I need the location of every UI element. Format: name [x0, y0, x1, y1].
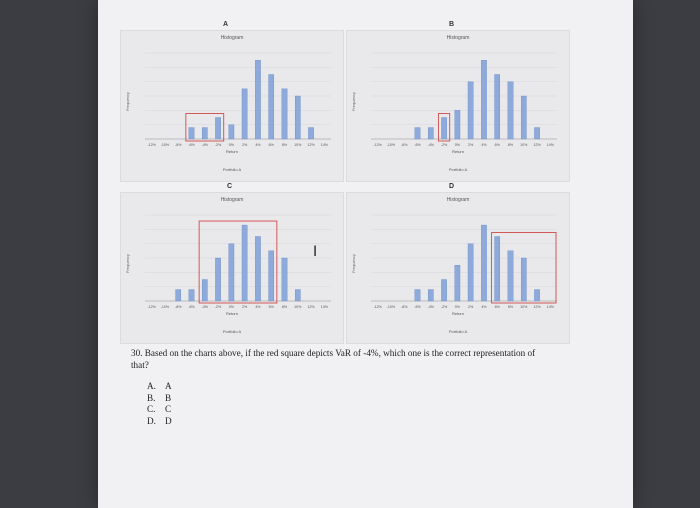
- histogram-bar: [495, 75, 500, 140]
- histogram-chart: [347, 193, 569, 343]
- tick-label: -8%: [175, 143, 182, 147]
- histogram-bar: [468, 244, 473, 301]
- y-axis-label: Frequency: [125, 92, 130, 111]
- answer-options: [147, 381, 172, 427]
- tick-label: 12%: [533, 143, 541, 147]
- histogram-bar: [455, 265, 460, 301]
- histogram-bar: [521, 258, 526, 301]
- var-red-box: [199, 221, 277, 303]
- histogram-panel-d: [346, 183, 570, 344]
- chart-title: Histogram: [446, 35, 470, 41]
- option-key: D.: [147, 415, 156, 426]
- portfolio-label: Portfolio A: [448, 167, 468, 172]
- option-d[interactable]: [147, 416, 172, 428]
- histogram-bar: [255, 237, 260, 302]
- tick-label: 8%: [507, 305, 514, 309]
- portfolio-label: Portfolio A: [222, 167, 242, 172]
- question-text: [131, 348, 551, 371]
- histogram-bar: [534, 290, 539, 301]
- histogram-chart: [121, 193, 343, 343]
- option-label: B: [165, 392, 172, 403]
- panel-letter: D: [449, 183, 455, 190]
- option-c[interactable]: [147, 404, 172, 416]
- tick-label: 6%: [494, 143, 500, 147]
- y-axis-label: Frequency: [351, 92, 356, 111]
- histogram-bar: [508, 251, 513, 301]
- tick-label: -2%: [214, 143, 222, 147]
- histogram-bar: [481, 225, 486, 301]
- histogram-bar: [282, 258, 287, 301]
- histogram-bar: [202, 128, 207, 139]
- tick-label: 4%: [255, 305, 261, 309]
- chart-title: Histogram: [220, 35, 244, 41]
- tick-label: -12%: [373, 305, 382, 309]
- histogram-panel-c: [120, 183, 344, 344]
- tick-label: -6%: [188, 143, 195, 147]
- option-key: B.: [147, 392, 156, 403]
- histogram-bar: [202, 280, 207, 302]
- option-key: C.: [147, 404, 156, 414]
- panel-letter: C: [227, 183, 233, 190]
- tick-label: -4%: [427, 305, 434, 309]
- histogram-bar: [428, 128, 433, 139]
- histogram-bar: [215, 258, 220, 301]
- tick-label: 8%: [281, 305, 288, 309]
- histogram-bar: [295, 96, 300, 139]
- histogram-bar: [255, 60, 260, 139]
- tick-label: 2%: [242, 143, 248, 147]
- histogram-bar: [189, 128, 194, 139]
- tick-label: -4%: [201, 305, 208, 309]
- tick-label: -12%: [373, 143, 382, 147]
- tick-label: 10%: [520, 143, 528, 147]
- histogram-bar: [295, 290, 300, 301]
- histogram-bar: [282, 89, 287, 139]
- option-a[interactable]: [147, 381, 172, 393]
- histogram-bar: [415, 290, 420, 301]
- tick-label: 4%: [481, 305, 487, 309]
- histogram-bar: [508, 82, 513, 139]
- tick-label: 6%: [268, 143, 274, 147]
- histogram-bar: [229, 125, 234, 139]
- histogram-bar: [455, 110, 460, 139]
- option-key: A.: [147, 381, 156, 391]
- tick-label: -8%: [401, 305, 408, 309]
- tick-label: 6%: [268, 305, 274, 309]
- histogram-bar: [229, 244, 234, 301]
- histogram-bar: [215, 118, 220, 140]
- tick-label: 0%: [228, 143, 234, 147]
- tick-label: 10%: [520, 305, 528, 309]
- tick-label: -6%: [414, 305, 421, 309]
- histogram-bar: [428, 290, 433, 301]
- tick-label: -2%: [440, 143, 448, 147]
- tick-label: 10%: [294, 143, 302, 147]
- tick-label: -2%: [440, 305, 448, 309]
- tick-label: -8%: [401, 143, 408, 147]
- histogram-bar: [441, 280, 446, 302]
- histogram-bar: [308, 128, 313, 139]
- y-axis-label: Frequency: [125, 254, 130, 273]
- x-axis-label: Return: [451, 311, 464, 316]
- tick-label: 2%: [468, 143, 474, 147]
- portfolio-label: Portfolio A: [222, 329, 242, 334]
- tick-label: 4%: [255, 143, 261, 147]
- option-b[interactable]: [147, 393, 172, 405]
- histogram-bar: [176, 290, 181, 301]
- tick-label: 10%: [294, 305, 302, 309]
- tick-label: 0%: [454, 305, 460, 309]
- tick-label: -6%: [414, 143, 421, 147]
- panel-letter: A: [223, 21, 229, 28]
- tick-label: 12%: [307, 305, 315, 309]
- tick-label: 14%: [546, 305, 554, 309]
- tick-label: 14%: [320, 305, 328, 309]
- tick-label: 8%: [507, 143, 514, 147]
- tick-label: 12%: [307, 143, 315, 147]
- histogram-bar: [242, 225, 247, 301]
- tick-label: -4%: [201, 143, 208, 147]
- histogram-panel-b: [346, 21, 570, 182]
- tick-label: 14%: [320, 143, 328, 147]
- tick-label: 0%: [454, 143, 460, 147]
- option-label: C: [165, 404, 172, 414]
- histogram-bar: [468, 82, 473, 139]
- histogram-bar: [534, 128, 539, 139]
- tick-label: 6%: [494, 305, 500, 309]
- tick-label: 12%: [533, 305, 541, 309]
- x-axis-label: Return: [225, 311, 238, 316]
- panel-letter: B: [449, 21, 455, 28]
- tick-label: 2%: [468, 305, 474, 309]
- chart-title: Histogram: [220, 197, 244, 203]
- histogram-chart: [347, 31, 569, 181]
- tick-label: -4%: [427, 143, 434, 147]
- question-number: 30.: [131, 348, 143, 358]
- text-cursor-icon: I: [313, 244, 318, 260]
- tick-label: 2%: [242, 305, 248, 309]
- x-axis-label: Return: [451, 149, 464, 154]
- option-label: D: [165, 415, 172, 426]
- tick-label: 0%: [228, 305, 234, 309]
- histogram-bar: [269, 75, 274, 140]
- histogram-bar: [415, 128, 420, 139]
- tick-label: 8%: [281, 143, 288, 147]
- tick-label: 14%: [546, 143, 554, 147]
- histogram-bar: [242, 89, 247, 139]
- histogram-bar: [189, 290, 194, 301]
- histogram-bar: [521, 96, 526, 139]
- tick-label: -10%: [386, 143, 396, 147]
- tick-label: -10%: [386, 305, 396, 309]
- histogram-panel-a: [120, 21, 344, 182]
- tick-label: -6%: [188, 305, 195, 309]
- tick-label: 4%: [481, 143, 487, 147]
- histogram-bar: [441, 118, 446, 140]
- histogram-chart: [121, 31, 343, 181]
- tick-label: -2%: [214, 305, 222, 309]
- x-axis-label: Return: [225, 149, 238, 154]
- chart-title: Histogram: [446, 197, 470, 203]
- tick-label: -10%: [160, 143, 170, 147]
- histogram-bar: [495, 237, 500, 302]
- y-axis-label: Frequency: [351, 254, 356, 273]
- option-label: A: [165, 381, 172, 391]
- question-body: Based on the charts above, if the red square depicts VaR of -4%, which one is the correct representation of that?: [131, 348, 536, 370]
- histogram-bar: [269, 251, 274, 301]
- portfolio-label: Portfolio A: [448, 329, 468, 334]
- tick-label: -12%: [147, 305, 156, 309]
- histogram-bar: [481, 60, 486, 139]
- tick-label: -12%: [147, 143, 156, 147]
- tick-label: -8%: [175, 305, 182, 309]
- tick-label: -10%: [160, 305, 170, 309]
